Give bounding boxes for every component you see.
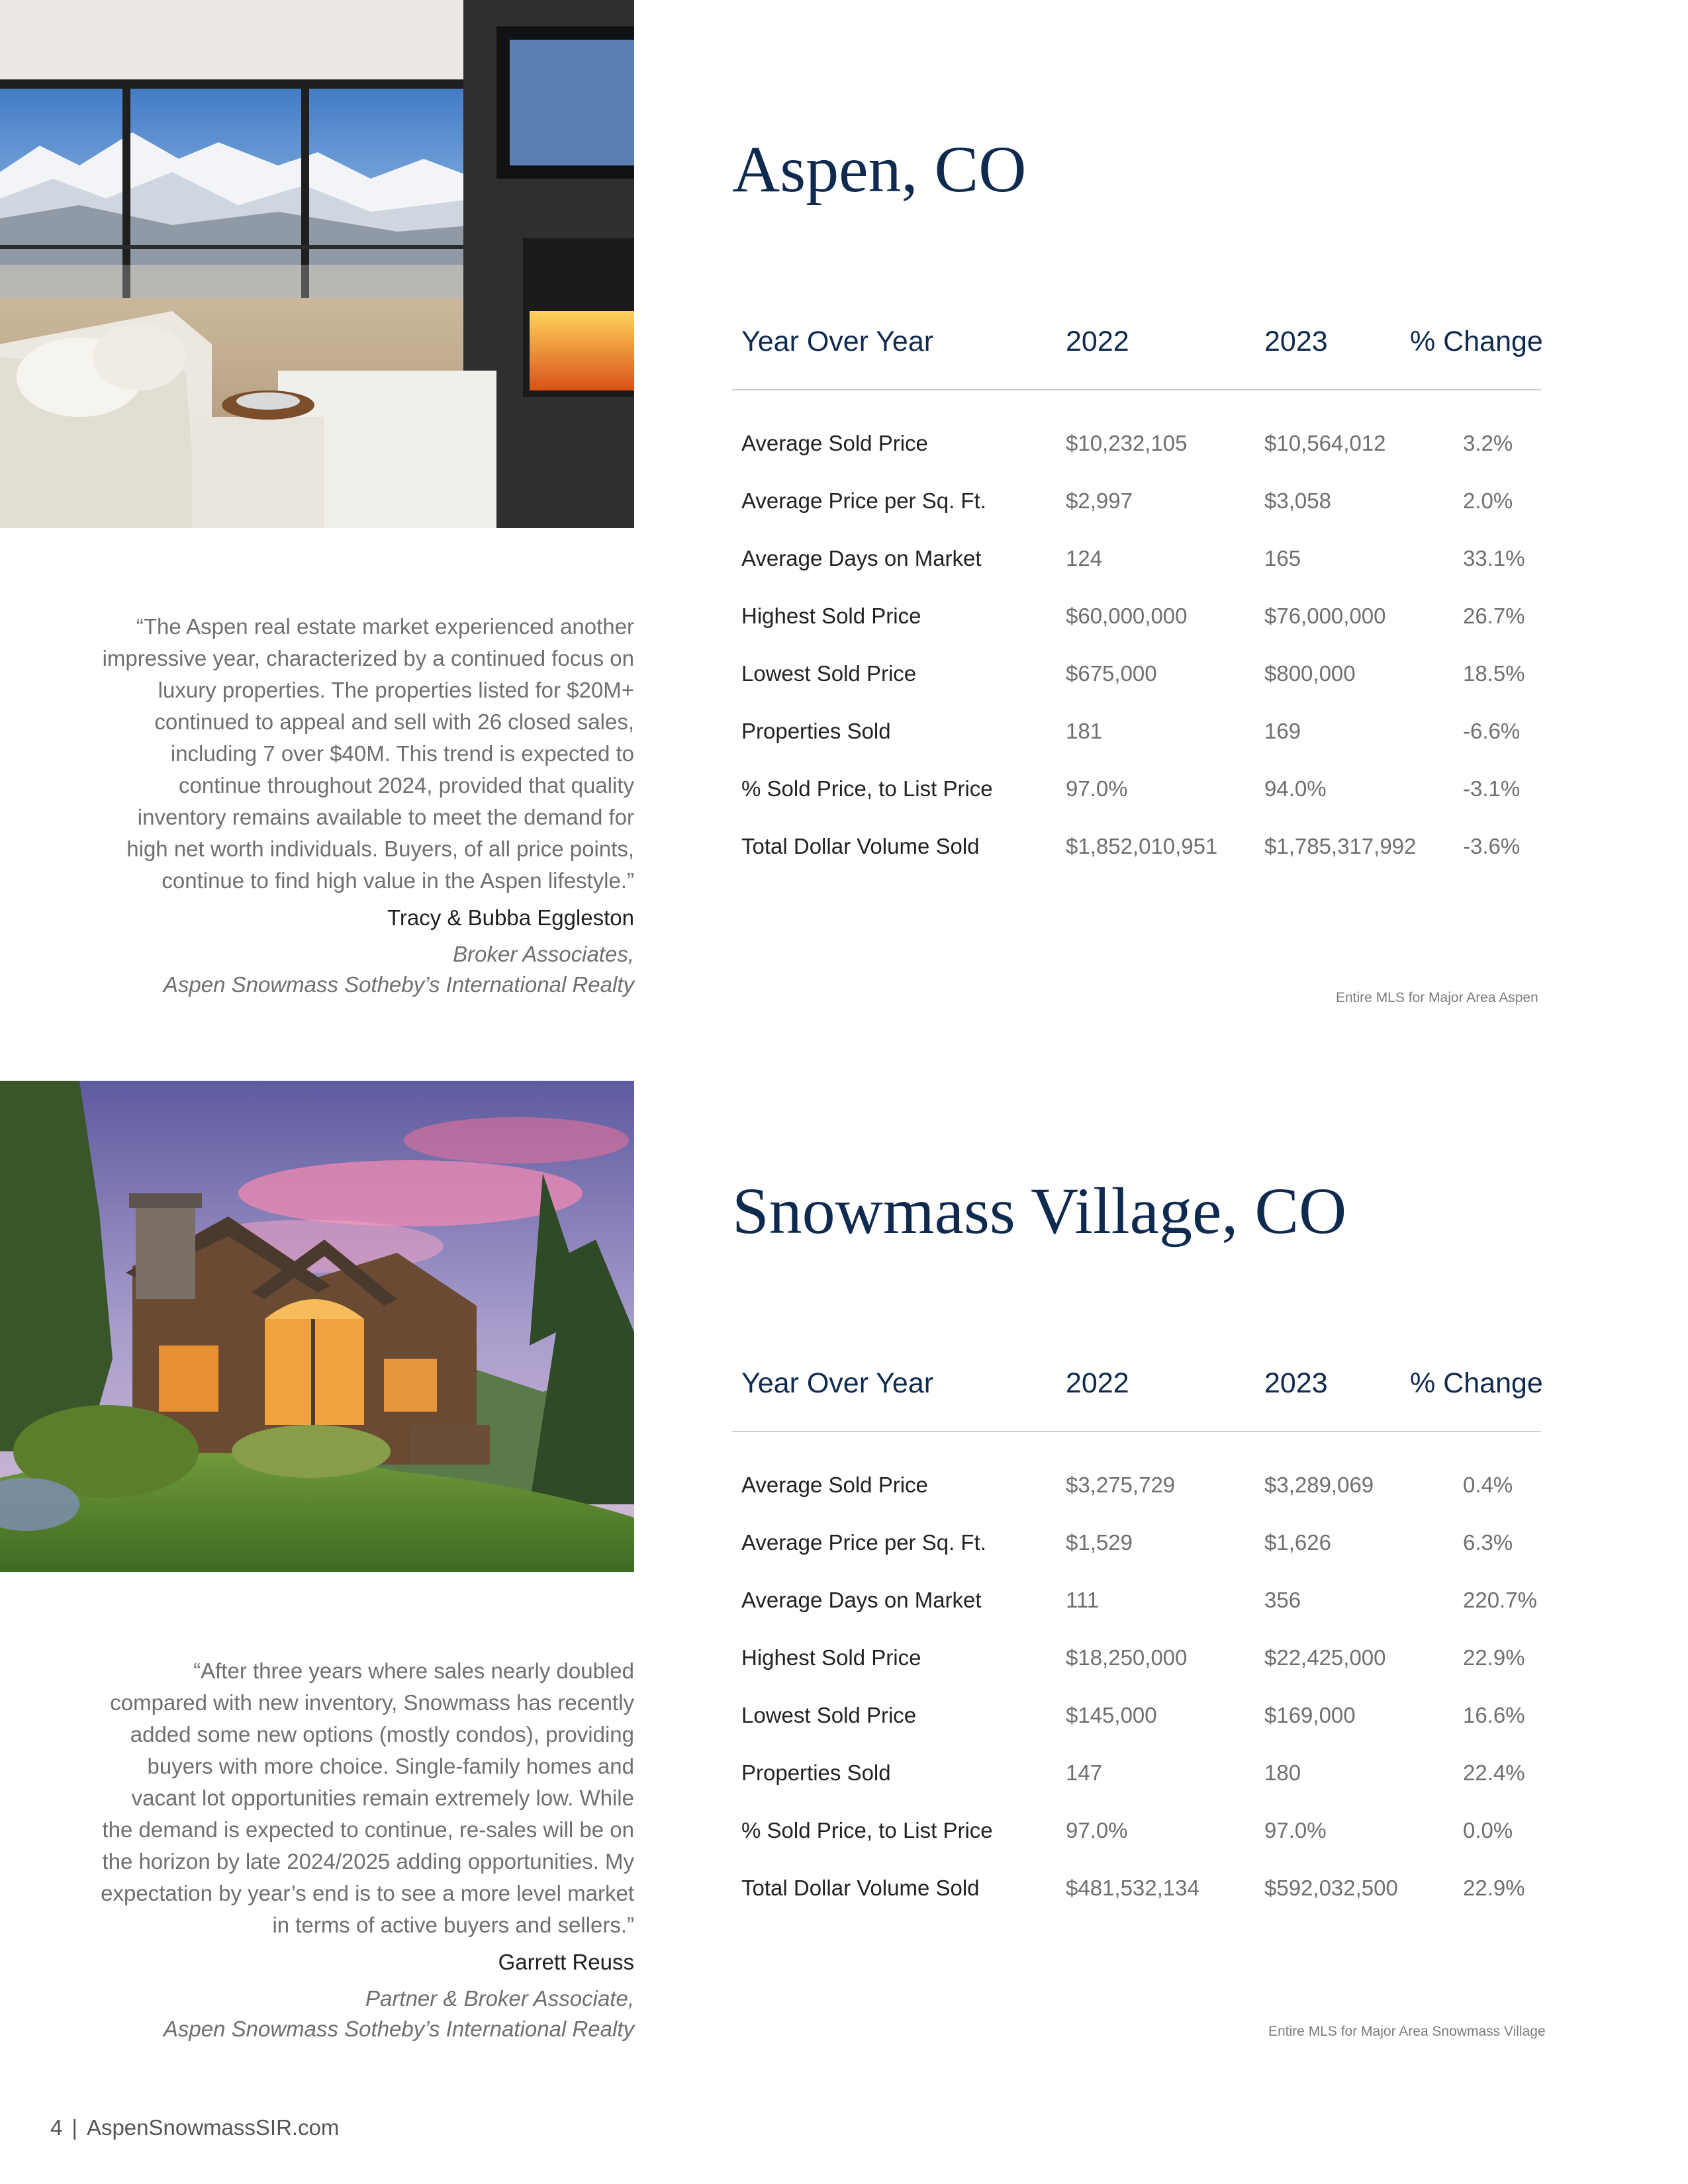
value-2023: 165 xyxy=(1264,546,1301,570)
value-2023: $169,000 xyxy=(1264,1703,1356,1727)
metric-label: % Sold Price, to List Price xyxy=(741,1818,993,1843)
snowmass-author-company: Aspen Snowmass Sotheby’s International Realty xyxy=(163,2017,634,2041)
column-header-year-over-year: Year Over Year xyxy=(741,326,934,357)
value-change: 18.5% xyxy=(1463,661,1525,686)
value-2022: 147 xyxy=(1066,1760,1103,1785)
table-row xyxy=(732,488,1541,545)
column-header-percent-change: % Change xyxy=(1410,326,1543,357)
value-change: 22.9% xyxy=(1463,1645,1525,1670)
snowmass-author-role: Partner & Broker Associate, xyxy=(365,1986,634,2011)
value-change: 2.0% xyxy=(1463,488,1513,513)
value-2023: $592,032,500 xyxy=(1264,1876,1398,1900)
value-change: -3.1% xyxy=(1463,776,1521,801)
table-row xyxy=(732,1817,1541,1875)
aspen-table-body xyxy=(732,390,1541,891)
table-row xyxy=(732,660,1541,718)
metric-label: Highest Sold Price xyxy=(741,604,921,628)
aspen-quote-author: Tracy & Bubba Eggleston xyxy=(387,905,634,930)
value-change: 0.4% xyxy=(1463,1473,1513,1497)
value-2023: 180 xyxy=(1264,1760,1301,1785)
value-2022: $675,000 xyxy=(1066,661,1157,686)
aspen-living-room-photo xyxy=(0,0,634,528)
metric-label: Average Sold Price xyxy=(741,431,928,455)
value-2023: $76,000,000 xyxy=(1264,604,1386,628)
value-change: 33.1% xyxy=(1463,546,1525,570)
metric-label: Average Days on Market xyxy=(741,546,982,570)
column-header-year-over-year: Year Over Year xyxy=(741,1367,934,1399)
value-2022: $1,529 xyxy=(1066,1530,1133,1555)
metric-label: Lowest Sold Price xyxy=(741,661,917,686)
table-row xyxy=(732,1645,1541,1702)
table-row xyxy=(732,1875,1541,1933)
table-row xyxy=(732,833,1541,891)
metric-label: Total Dollar Volume Sold xyxy=(741,834,980,858)
metric-label: Highest Sold Price xyxy=(741,1645,921,1670)
snowmass-stats-table xyxy=(732,1362,1541,1933)
column-header-2023: 2023 xyxy=(1264,326,1328,357)
value-2022: $481,532,134 xyxy=(1066,1876,1199,1900)
metric-label: Average Days on Market xyxy=(741,1588,982,1612)
value-2022: 124 xyxy=(1066,546,1103,570)
value-2023: $1,785,317,992 xyxy=(1264,834,1417,858)
value-change: 6.3% xyxy=(1463,1530,1513,1555)
value-change: 3.2% xyxy=(1463,431,1513,455)
value-2023: $10,564,012 xyxy=(1264,431,1386,455)
column-header-percent-change: % Change xyxy=(1410,1367,1543,1399)
footer-separator: | xyxy=(71,2115,77,2140)
table-row xyxy=(732,718,1541,776)
column-header-2022: 2022 xyxy=(1066,326,1129,357)
value-2022: $18,250,000 xyxy=(1066,1645,1188,1670)
value-change: 0.0% xyxy=(1463,1818,1513,1843)
value-2022: $60,000,000 xyxy=(1066,604,1188,628)
metric-label: Lowest Sold Price xyxy=(741,1703,917,1727)
value-2023: $800,000 xyxy=(1264,661,1356,686)
metric-label: Average Price per Sq. Ft. xyxy=(741,1530,986,1555)
value-change: 22.9% xyxy=(1463,1876,1525,1900)
value-2022: 111 xyxy=(1066,1588,1100,1612)
aspen-quote: “The Aspen real estate market experienced another impressive year, characterized by a continued focus on luxury properties. The properties listed for $20M+ continued to appeal and sell with 26 closed sales, including 7 over $40M. This trend is expected to continue throughout 2024, provided that quality inventory remains available to meet the demand for high net worth individuals. Buyers, of all price points, continue to find high value in the Aspen lifestyle.” xyxy=(102,614,634,893)
table-row xyxy=(732,1587,1541,1645)
metric-label: % Sold Price, to List Price xyxy=(741,776,993,801)
value-2022: $2,997 xyxy=(1066,488,1133,513)
table-row xyxy=(732,776,1541,833)
value-change: -6.6% xyxy=(1463,719,1521,743)
value-change: 22.4% xyxy=(1463,1760,1525,1785)
value-change: 26.7% xyxy=(1463,604,1525,628)
value-2023: $3,289,069 xyxy=(1264,1473,1374,1497)
aspen-stats-table xyxy=(732,320,1541,891)
value-change: -3.6% xyxy=(1463,834,1521,858)
value-2022: $145,000 xyxy=(1066,1703,1157,1727)
snowmass-title: Snowmass Village, CO xyxy=(732,1174,1347,1248)
value-2023: $1,626 xyxy=(1264,1530,1331,1555)
table-row xyxy=(732,1472,1541,1529)
table-row xyxy=(732,1760,1541,1817)
metric-label: Properties Sold xyxy=(741,719,891,743)
page-footer xyxy=(50,2115,339,2140)
aspen-data-source: Entire MLS for Major Area Aspen xyxy=(1336,990,1538,1005)
value-2022: 97.0% xyxy=(1066,776,1128,801)
value-2022: $3,275,729 xyxy=(1066,1473,1176,1497)
table-row xyxy=(732,603,1541,660)
snowmass-table-header xyxy=(732,1362,1541,1432)
column-header-2022: 2022 xyxy=(1066,1367,1129,1399)
metric-label: Average Price per Sq. Ft. xyxy=(741,488,986,513)
value-2022: $1,852,010,951 xyxy=(1066,834,1218,858)
table-row xyxy=(732,1702,1541,1760)
value-2023: $22,425,000 xyxy=(1264,1645,1386,1670)
value-2022: 97.0% xyxy=(1066,1818,1128,1843)
metric-label: Properties Sold xyxy=(741,1760,891,1785)
metric-label: Total Dollar Volume Sold xyxy=(741,1876,980,1900)
value-change: 220.7% xyxy=(1463,1588,1537,1612)
table-row xyxy=(732,1529,1541,1587)
aspen-table-header xyxy=(732,320,1541,390)
page-number: 4 xyxy=(50,2115,63,2140)
value-2023: 94.0% xyxy=(1264,776,1327,801)
value-2023: 97.0% xyxy=(1264,1818,1327,1843)
value-2023: $3,058 xyxy=(1264,488,1331,513)
snowmass-lodge-photo xyxy=(0,1081,634,1572)
value-2023: 169 xyxy=(1264,719,1301,743)
aspen-author-role: Broker Associates, xyxy=(453,942,634,966)
metric-label: Average Sold Price xyxy=(741,1473,928,1497)
snowmass-quote-author: Garrett Reuss xyxy=(498,1950,634,1974)
value-2022: $10,232,105 xyxy=(1066,431,1188,455)
aspen-author-company: Aspen Snowmass Sotheby’s International Realty xyxy=(163,972,634,997)
table-row xyxy=(732,430,1541,488)
website-link[interactable]: AspenSnowmassSIR.com xyxy=(86,2115,340,2140)
value-2022: 181 xyxy=(1066,719,1103,743)
snowmass-quote: “After three years where sales nearly doubled compared with new inventory, Snowmass has recently added some new options (mostly condos), providing buyers with more choice. Single-family homes and vacant lot opportunities remain extremely low. While the demand is expected to continue, re-sales will be on the horizon by late 2024/2025 adding opportunities. My expectation by year’s end is to see a more level market in terms of active buyers and sellers.” xyxy=(101,1659,634,1937)
table-row xyxy=(732,545,1541,603)
value-change: 16.6% xyxy=(1463,1703,1525,1727)
snowmass-data-source: Entire MLS for Major Area Snowmass Village xyxy=(1268,2024,1546,2039)
aspen-title: Aspen, CO xyxy=(732,132,1027,206)
snowmass-table-body xyxy=(732,1432,1541,1933)
column-header-2023: 2023 xyxy=(1264,1367,1328,1399)
value-2023: 356 xyxy=(1264,1588,1301,1612)
